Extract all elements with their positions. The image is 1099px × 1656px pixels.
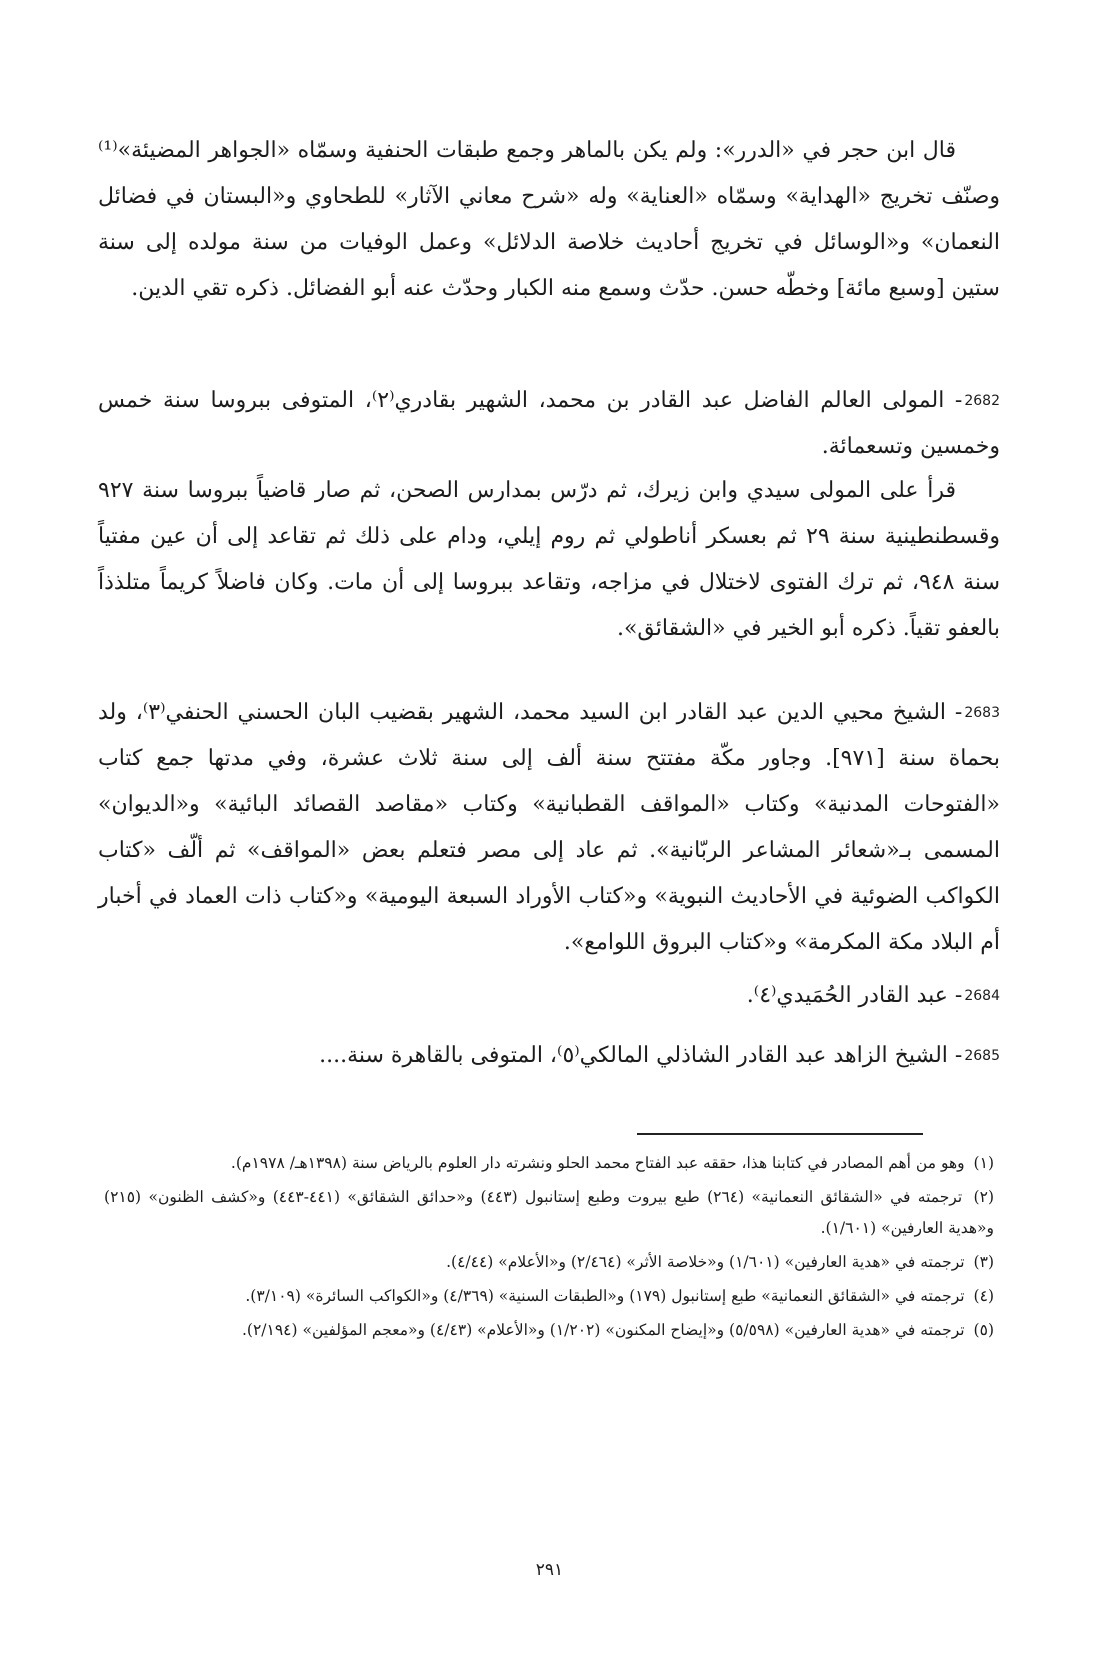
footnote-text: ترجمته في «هدية العارفين» (١/٦٠١) و«خلاصة الأثر» (٢/٤٦٤) و«الأعلام» (٤/٤٤). [446, 1253, 965, 1271]
entry-text: - الشيخ الزاهد عبد القادر الشاذلي المالكي⁽٥⁾، المتوفى بالقاهرة سنة.... [319, 1043, 963, 1068]
entry-number: 2685 [964, 1048, 1000, 1064]
footnotes [104, 1148, 994, 1349]
entry-2684 [98, 973, 1004, 1019]
entry-text: - الشيخ محيي الدين عبد القادر ابن السيد محمد، الشهير بقضيب البان الحسني الحنفي⁽٣⁾، ولد بحماة سنة [٩٧١]. وجاور مكّة مفتتح سنة ألف إلى سنة ثلاث عشرة، وفي مدتها جمع كتاب «الفتوحات المدنية» وكتاب «المواقف القطبانية» وكتاب «مقاصد القصائد البائية» و«الديوان» المسمى بـ«شعائر المشاعر الربّانية». ثم عاد إلى مصر فتعلم بعض «المواقف» ثم ألّف «كتاب الكواكب الضوئية في الأحاديث النبوية» و«كتاب الأوراد السبعة اليومية» و«كتاب ذات العماد في أخبار أم البلاد مكة المكرمة» و«كتاب البروق اللوامع». [98, 700, 1000, 955]
footnote-4 [104, 1281, 994, 1312]
footnote-3 [104, 1247, 994, 1278]
paragraph-2682-biography: قرأ على المولى سيدي وابن زيرك، ثم درّس بمدارس الصحن، ثم صار قاضياً ببروسا سنة ٩٢٧ وقسطنطينية سنة ٢٩ ثم بعسكر أناطولي ثم روم إيلي، ودام على ذلك ثم تقاعد إلى أن عين مفتياً سنة ٩٤٨، ثم ترك الفتوى لاختلال في مزاجه، وتقاعد ببروسا إلى أن مات. وكان فاضلاً كريماً متلذذاً بالعفو تقياً. ذكره أبو الخير في «الشقائق». [98, 478, 1000, 641]
footnote-1 [104, 1148, 994, 1179]
paragraph-ibn-hajar-quote: قال ابن حجر في «الدرر»: ولم يكن بالماهر وجمع طبقات الحنفية وسمّاه «الجواهر المضيئة»⁽¹⁾ وصنّف تخريج «الهداية» وسمّاه «العناية» وله «شرح معاني الآثار» للطحاوي و«البستان في فضائل النعمان» و«الوسائل في تخريج أحاديث خلاصة الدلائل» وعمل الوفيات من سنة مولده إلى سنة ستين [وسبع مائة] وخطّه حسن. حدّث وسمع منه الكبار وحدّث عنه أبو الفضائل. ذكره تقي الدين. [98, 138, 1000, 301]
entry-text: - عبد القادر الحُمَيدي⁽٤⁾. [746, 983, 963, 1008]
entry-2682 [98, 378, 1004, 470]
footnote-text: وهو من أهم المصادر في كتابنا هذا، حققه عبد الفتاح محمد الحلو ونشرته دار العلوم بالرياض سنة (١٣٩٨هـ/ ١٩٧٨م). [230, 1154, 965, 1172]
footnote-number: (١) [973, 1154, 994, 1172]
footnote-divider [637, 1133, 923, 1135]
entry-number: 2683 [964, 705, 1000, 721]
entry-number: 2682 [964, 393, 1000, 409]
entry-2683 [98, 690, 1004, 966]
entry-2685 [98, 1033, 1004, 1079]
page-number: ٢٩١ [535, 1560, 564, 1580]
footnote-5 [104, 1315, 994, 1346]
footnote-text: ترجمته في «هدية العارفين» (٥/٥٩٨) و«إيضاح المكنون» (١/٢٠٢) و«الأعلام» (٤/٤٣) و«معجم المؤلفين» (٢/١٩٤). [242, 1321, 965, 1339]
footnote-number: (٥) [973, 1321, 994, 1339]
entry-number: 2684 [964, 988, 1000, 1004]
footnote-number: (٢) [973, 1188, 994, 1206]
entry-text: - المولى العالم الفاضل عبد القادر بن محمد، الشهير بقادري⁽٢⁾، المتوفى ببروسا سنة خمس وخمسين وتسعمائة. [98, 388, 1000, 459]
footnote-2 [104, 1182, 994, 1244]
footnote-number: (٤) [973, 1287, 994, 1305]
footnote-text: ترجمته في «الشقائق النعمانية» طبع إستانبول (١٧٩) و«الطبقات السنية» (٤/٣٦٩) و«الكواكب السائرة» (٣/١٠٩). [245, 1287, 965, 1305]
footnote-number: (٣) [973, 1253, 994, 1271]
footnote-text: ترجمته في «الشقائق النعمانية» (٢٦٤) طبع بيروت وطبع إستانبول (٤٤٣) و«حدائق الشقائق» (٤٤١-٤٤٣) و«كشف الظنون» (٢١٥) و«هدية العارفين» (١/٦٠١). [104, 1188, 994, 1237]
